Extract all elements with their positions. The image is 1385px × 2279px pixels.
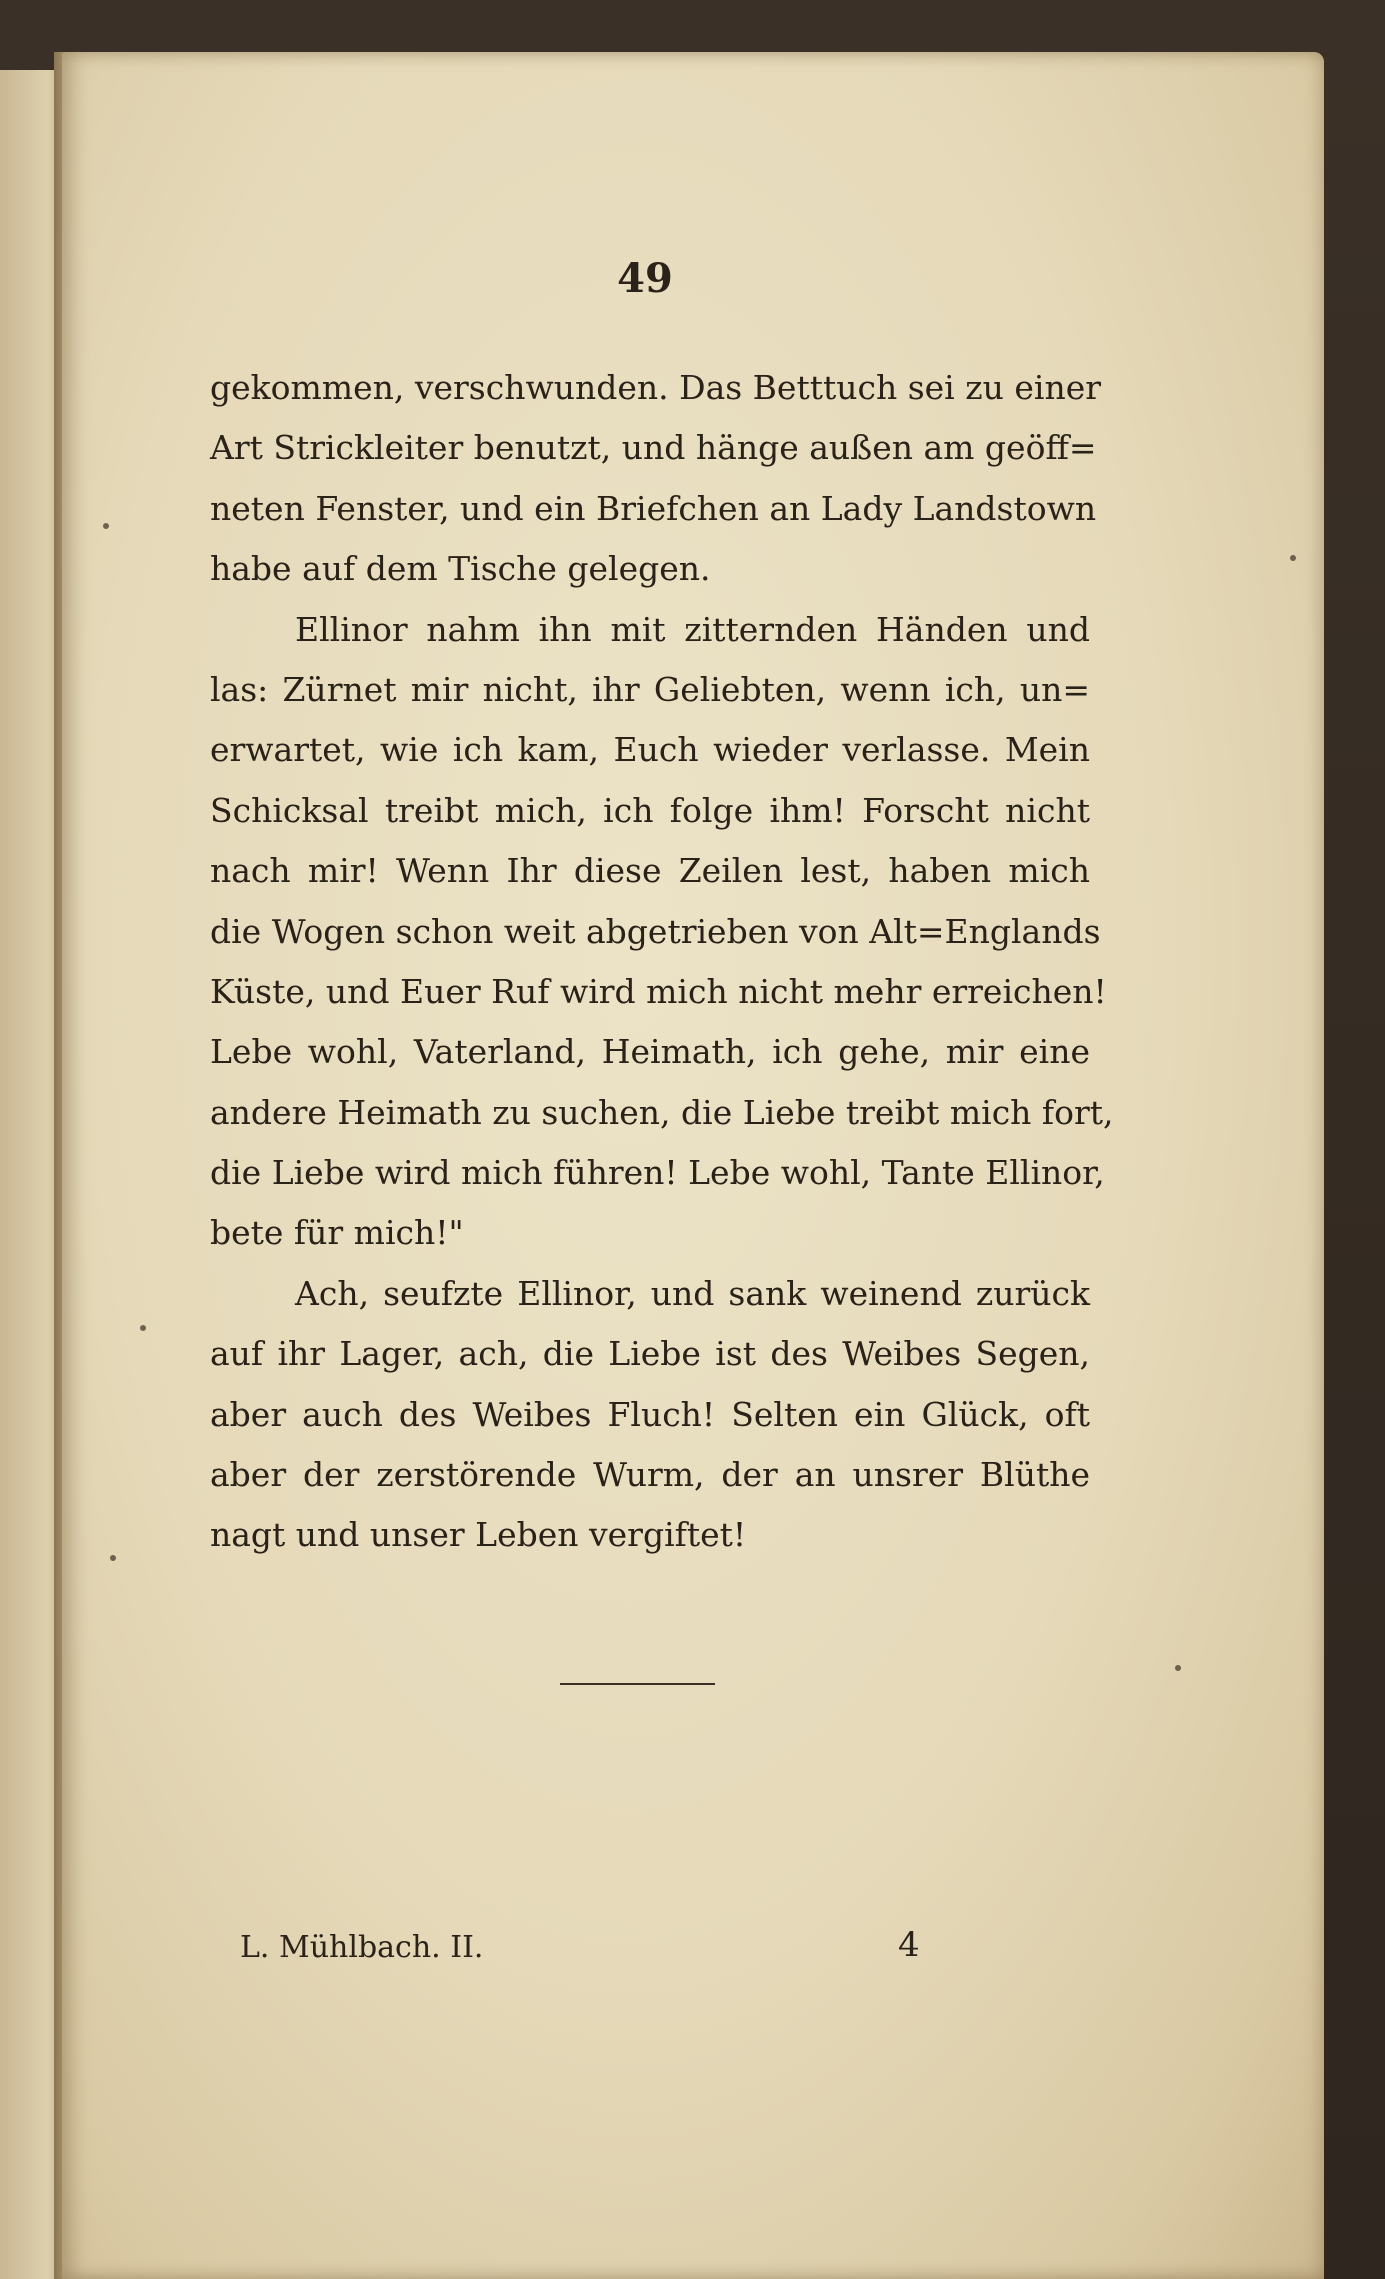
signature-mark: 4: [898, 1925, 920, 1965]
section-divider: [560, 1683, 715, 1685]
text-line: gekommen, verschwunden. Das Betttuch sei zu einer: [210, 368, 1101, 407]
text-line: erwartet, wie ich kam, Euch wieder verlasse. Mein: [210, 730, 1090, 770]
text-line: nach mir! Wenn Ihr diese Zeilen lest, haben mich: [210, 851, 1090, 891]
paper-speck: [103, 523, 109, 529]
body-text: [210, 358, 1114, 1566]
text-line: Küste, und Euer Ruf wird mich nicht mehr erreichen!: [210, 971, 1107, 1011]
text-line: andere Heimath zu suchen, die Liebe treibt mich fort,: [210, 1092, 1114, 1132]
text-line: nagt und unser Leben vergiftet!: [210, 1515, 747, 1555]
text-line: Ach, seufzte Ellinor, und sank weinend zurück: [295, 1273, 1090, 1313]
text-line: Art Strickleiter benutzt, und hänge außen am geöff=: [210, 428, 1097, 468]
text-line: Ellinor nahm ihn mit zitternden Händen und: [295, 609, 1090, 649]
text-line: Schicksal treibt mich, ich folge ihm! Forscht nicht: [210, 790, 1090, 830]
text-line: die Wogen schon weit abgetrieben von Alt=Englands: [210, 911, 1101, 951]
text-line: las: Zürnet mir nicht, ihr Geliebten, wenn ich, un=: [210, 669, 1090, 709]
text-line: Lebe wohl, Vaterland, Heimath, ich gehe, mir eine: [210, 1032, 1090, 1072]
text-line: habe auf dem Tische gelegen.: [210, 549, 711, 589]
text-line: die Liebe wird mich führen! Lebe wohl, Tante Ellinor,: [210, 1153, 1105, 1193]
footer-author: L. Mühlbach. II.: [240, 1930, 484, 1965]
paper-speck: [1290, 555, 1296, 561]
text-line: auf ihr Lager, ach, die Liebe ist des Weibes Segen,: [210, 1334, 1090, 1374]
text-line: neten Fenster, und ein Briefchen an Lady Landstown: [210, 488, 1097, 528]
page-number: 49: [617, 255, 673, 302]
text-line: bete für mich!": [210, 1213, 464, 1253]
text-line: aber auch des Weibes Fluch! Selten ein Glück, oft: [210, 1394, 1090, 1434]
text-line: aber der zerstörende Wurm, der an unsrer Blüthe: [210, 1455, 1090, 1495]
paper-speck: [1175, 1665, 1181, 1671]
paper-speck: [110, 1555, 116, 1561]
paper-speck: [140, 1325, 146, 1331]
